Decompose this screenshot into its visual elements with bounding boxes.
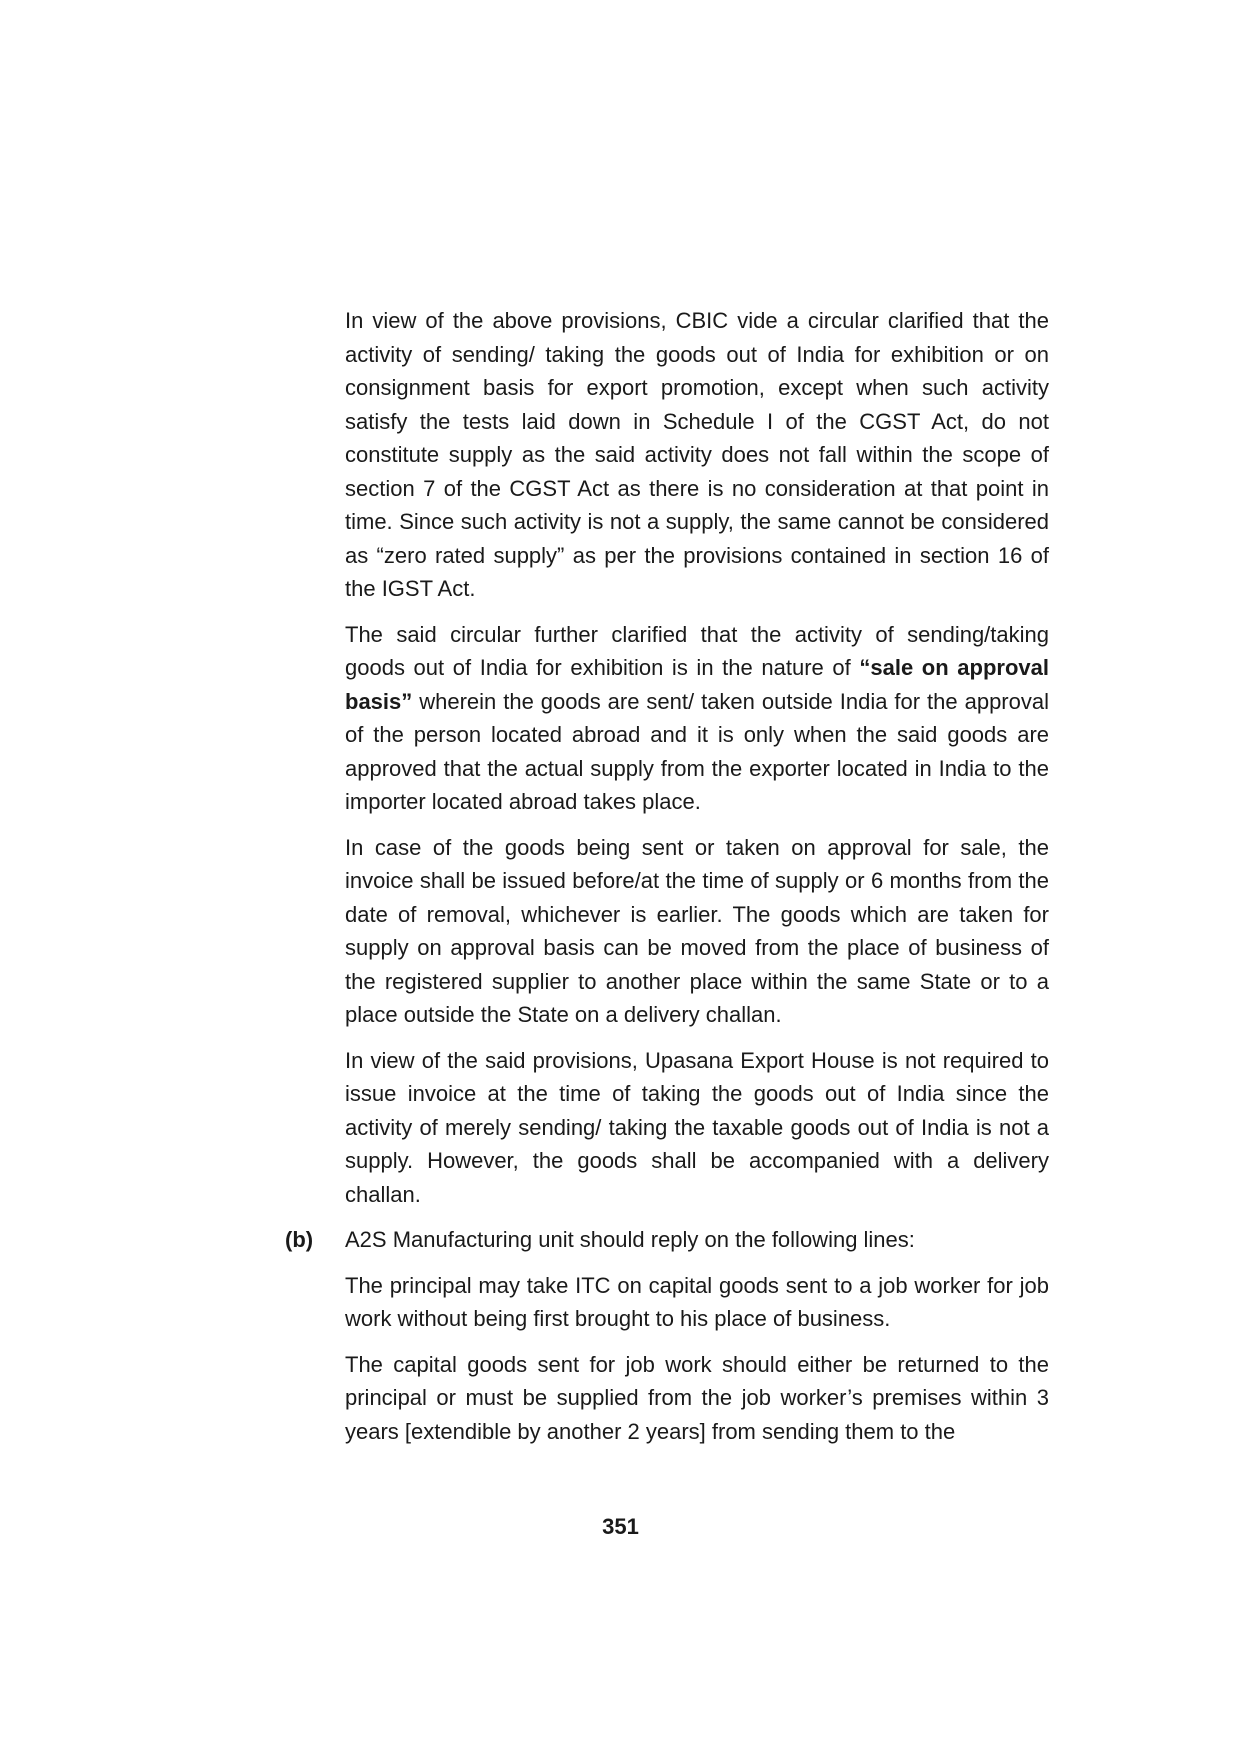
paragraph-sale-on-approval xyxy=(345,618,1049,819)
page-number: 351 xyxy=(602,1514,639,1539)
paragraph-upasana-conclusion: In view of the said provisions, Upasana Export House is not required to issue invoice at the time of taking the goods out of India since the activity of merely sending/ taking the taxable goods out of India is not a supply. However, the goods shall be accompanied with a delivery challan. xyxy=(345,1047,1049,1207)
paragraph-text-after: wherein the goods are sent/ taken outside India for the approval of the person located abroad and it is only when the said goods are approved that the actual supply from the exporter located in India to the importer located abroad takes place. xyxy=(345,688,1049,814)
item-label-b: (b) xyxy=(285,1227,314,1252)
item-b xyxy=(285,1223,1049,1257)
bold-term-sale-on-approval: “sale on approval basis” xyxy=(345,655,1049,714)
paragraph-itc-capital-goods: The principal may take ITC on capital goods sent to a job worker for job work without being first brought to his place of business. xyxy=(345,1272,1049,1331)
paragraph-capital-goods-return: The capital goods sent for job work should either be returned to the principal or must be supplied from the job worker’s premises within 3 years [extendible by another 2 years] from sending them to the xyxy=(345,1351,1049,1444)
paragraph-text-before: The said circular further clarified that the activity of sending/taking goods out of India for exhibition is in the nature of xyxy=(345,621,1049,680)
paragraph-invoice-timing: In case of the goods being sent or taken on approval for sale, the invoice shall be issued before/at the time of supply or 6 months from the date of removal, whichever is earlier. The goods which are taken for supply on approval basis can be moved from the place of business of the registered supplier to another place within the same State or to a place outside the State on a delivery challan. xyxy=(345,834,1049,1027)
item-b-text: A2S Manufacturing unit should reply on the following lines: xyxy=(345,1227,915,1252)
paragraph-cbic-circular: In view of the above provisions, CBIC vide a circular clarified that the activity of sending/ taking the goods out of India for exhibition or on consignment basis for export promotion, except when such activity satisfy the tests laid down in Schedule I of the CGST Act, do not constitute supply as the said activity does not fall within the scope of section 7 of the CGST Act as there is no consideration at that point in time. Since such activity is not a supply, the same cannot be considered as “zero rated supply” as per the provisions contained in section 16 of the IGST Act. xyxy=(345,308,1049,601)
document-body xyxy=(285,304,1049,1460)
